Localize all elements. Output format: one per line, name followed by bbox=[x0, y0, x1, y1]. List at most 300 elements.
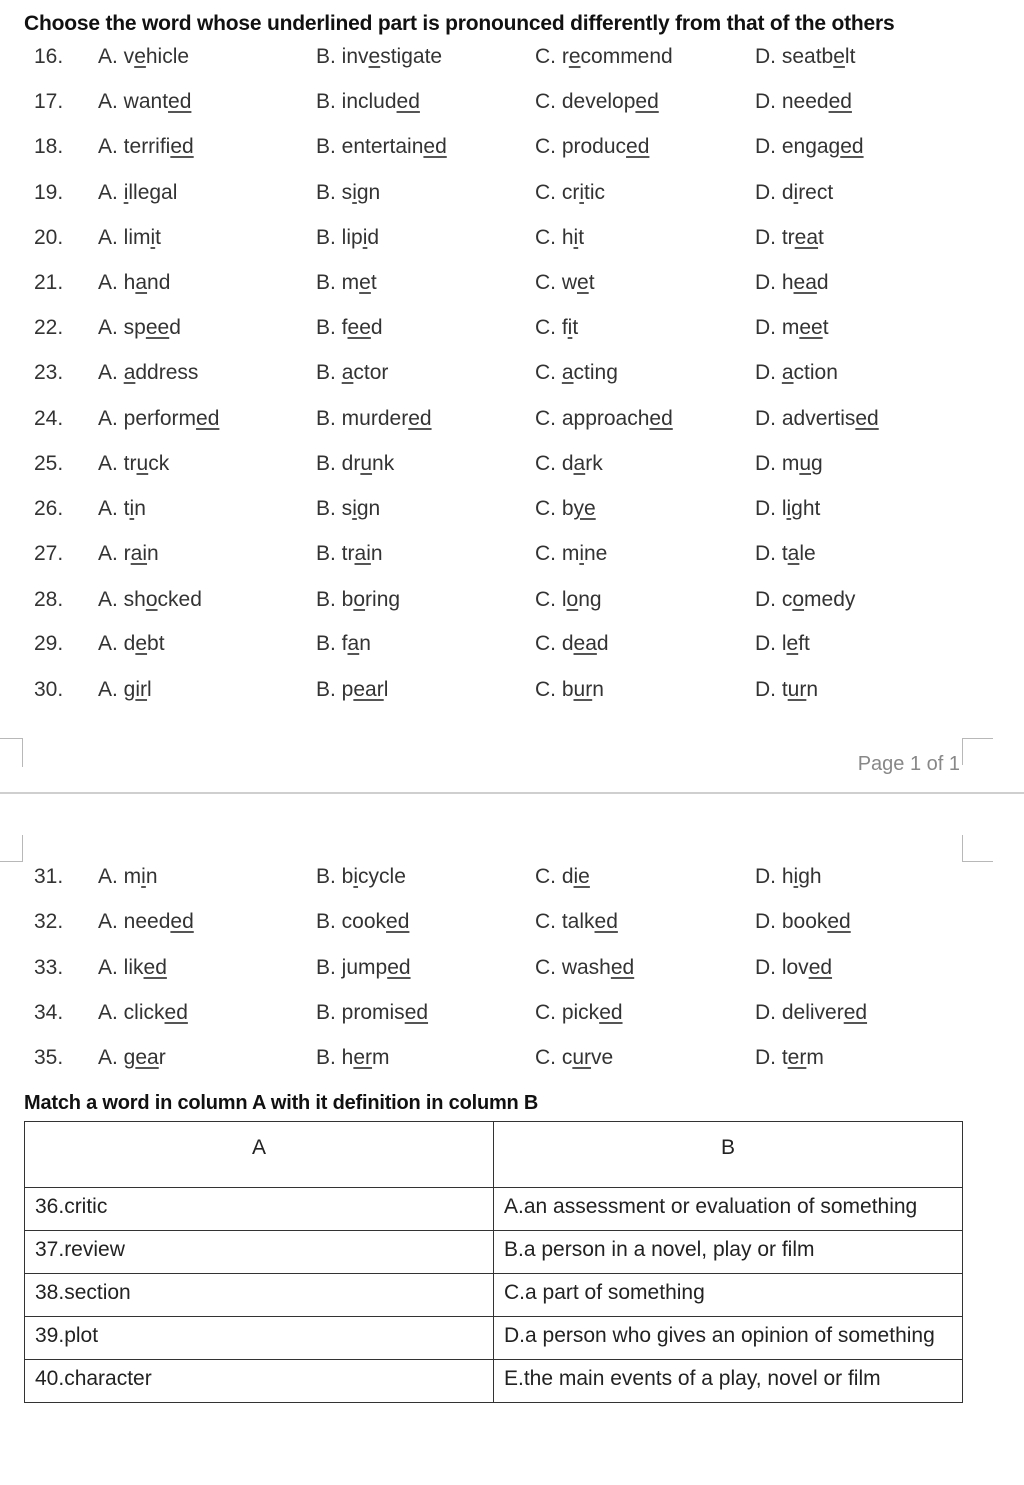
option-b bbox=[316, 497, 380, 521]
question-number: 19. bbox=[34, 181, 64, 204]
question-number: 29. bbox=[34, 632, 64, 655]
underlined-part: a bbox=[347, 632, 360, 655]
underlined-part: ed bbox=[594, 910, 618, 933]
option-text: n bbox=[359, 632, 371, 655]
underlined-part: e bbox=[135, 632, 148, 655]
page-corner-mark bbox=[962, 738, 993, 765]
underlined-part: ed bbox=[423, 135, 447, 158]
option-text: t bbox=[155, 226, 162, 249]
underlined-part: ed bbox=[649, 407, 673, 430]
question-row bbox=[0, 588, 1024, 618]
option-text: n bbox=[147, 542, 159, 565]
option-text: C. m bbox=[535, 542, 580, 565]
option-text: commend bbox=[580, 45, 673, 68]
underlined-part: a bbox=[573, 452, 586, 475]
option-d bbox=[755, 956, 832, 980]
option-text: C. l bbox=[535, 588, 567, 611]
option-text: bt bbox=[147, 632, 165, 655]
option-b bbox=[316, 542, 383, 566]
option-text: t bbox=[370, 271, 377, 294]
option-text: A. g bbox=[98, 678, 136, 701]
option-text: g bbox=[811, 452, 823, 475]
option-text: B. h bbox=[316, 1046, 354, 1069]
underlined-part: ed bbox=[599, 1001, 623, 1024]
question-number: 18. bbox=[34, 135, 64, 158]
question-number: 33. bbox=[34, 956, 64, 979]
option-text: C. talk bbox=[535, 910, 595, 933]
underlined-part: a bbox=[341, 361, 354, 384]
underlined-part: o bbox=[353, 588, 366, 611]
option-text: A. r bbox=[98, 542, 131, 565]
underlined-part: o bbox=[566, 588, 579, 611]
underlined-part: ed bbox=[170, 135, 194, 158]
option-text: D. tr bbox=[755, 226, 795, 249]
option-text: A. sh bbox=[98, 588, 146, 611]
option-text: A. perform bbox=[98, 407, 197, 430]
option-text: t bbox=[572, 316, 579, 339]
option-text: ne bbox=[584, 542, 608, 565]
underlined-part: ie bbox=[573, 865, 590, 888]
option-text: B. jump bbox=[316, 956, 388, 979]
option-b bbox=[316, 226, 379, 250]
option-text: medy bbox=[804, 588, 856, 611]
question-number: 16. bbox=[34, 45, 64, 68]
underlined-part: i bbox=[793, 181, 799, 204]
underlined-part: e bbox=[134, 45, 146, 68]
option-text: B. b bbox=[316, 588, 354, 611]
underlined-part: i bbox=[129, 497, 135, 520]
option-text: B. tr bbox=[316, 542, 355, 565]
word-cell: 37.review bbox=[25, 1231, 494, 1274]
definition-cell: E.the main events of a play, novel or film bbox=[494, 1360, 963, 1403]
option-b bbox=[316, 588, 400, 612]
option-text: D. t bbox=[755, 542, 788, 565]
option-text: D. l bbox=[755, 497, 787, 520]
option-a bbox=[98, 678, 152, 702]
underlined-part: i bbox=[352, 497, 357, 520]
option-d bbox=[755, 452, 823, 476]
option-c bbox=[535, 497, 596, 521]
heading-pronunciation: Choose the word whose underlined part is pronounced differently from that of the others bbox=[24, 12, 895, 35]
underlined-part: ir bbox=[135, 678, 148, 701]
option-text: B. inv bbox=[316, 45, 369, 68]
underlined-part: ur bbox=[787, 678, 807, 701]
underlined-part: a bbox=[135, 271, 148, 294]
word-cell: 40.character bbox=[25, 1360, 494, 1403]
option-b bbox=[316, 361, 388, 385]
question-row bbox=[0, 452, 1024, 482]
option-text: D. h bbox=[755, 271, 794, 294]
option-d bbox=[755, 407, 879, 431]
underlined-part: ed bbox=[170, 910, 194, 933]
option-text: t bbox=[818, 226, 824, 249]
question-row bbox=[0, 316, 1024, 346]
option-text: B. cook bbox=[316, 910, 387, 933]
definition-cell: A.an assessment or evaluation of something bbox=[494, 1188, 963, 1231]
question-number: 35. bbox=[34, 1046, 64, 1069]
underlined-part: e bbox=[786, 632, 799, 655]
option-text: A. bbox=[98, 181, 124, 204]
option-a bbox=[98, 361, 198, 385]
underlined-part: ed bbox=[840, 135, 864, 158]
option-b bbox=[316, 632, 371, 656]
option-text: le bbox=[799, 542, 816, 565]
option-text: D. l bbox=[755, 632, 787, 655]
question-row bbox=[0, 181, 1024, 211]
option-text: gn bbox=[356, 181, 381, 204]
question-row bbox=[0, 542, 1024, 572]
question-number: 17. bbox=[34, 90, 64, 113]
option-text: D. c bbox=[755, 588, 793, 611]
question-row bbox=[0, 497, 1024, 527]
option-text: C. r bbox=[535, 45, 569, 68]
option-text: A. sp bbox=[98, 316, 146, 339]
word-cell: 36.critic bbox=[25, 1188, 494, 1231]
underlined-part: i bbox=[150, 226, 156, 249]
matching-table bbox=[24, 1121, 963, 1403]
option-a bbox=[98, 45, 189, 69]
option-text: cycle bbox=[358, 865, 406, 888]
option-text: n bbox=[592, 678, 604, 701]
option-c bbox=[535, 90, 659, 114]
page-corner-mark bbox=[0, 738, 23, 767]
option-a bbox=[98, 542, 159, 566]
option-text: D. t bbox=[755, 678, 788, 701]
option-text: B. f bbox=[316, 316, 348, 339]
underlined-part: i bbox=[793, 865, 799, 888]
option-text: D. book bbox=[755, 910, 828, 933]
underlined-part: i bbox=[573, 226, 579, 249]
option-text: n bbox=[370, 542, 383, 565]
option-a bbox=[98, 588, 202, 612]
option-b bbox=[316, 45, 442, 69]
option-d bbox=[755, 226, 824, 250]
option-a bbox=[98, 181, 177, 205]
underlined-part: ed bbox=[168, 90, 192, 113]
option-text: ck bbox=[148, 452, 170, 475]
underlined-part: e bbox=[368, 45, 381, 68]
option-text: B. s bbox=[316, 497, 353, 520]
option-d bbox=[755, 865, 822, 889]
option-text: A. terrifi bbox=[98, 135, 171, 158]
option-text: ddress bbox=[135, 361, 199, 384]
option-text: A. need bbox=[98, 910, 171, 933]
heading-matching: Match a word in column A with it definition in column B bbox=[24, 1092, 539, 1114]
option-c bbox=[535, 1001, 623, 1025]
underlined-part: o bbox=[792, 588, 805, 611]
underlined-part: o bbox=[145, 588, 158, 611]
option-text: A. lim bbox=[98, 226, 151, 249]
option-text: stigate bbox=[380, 45, 443, 68]
question-number: 26. bbox=[34, 497, 64, 520]
option-text: ve bbox=[591, 1046, 614, 1069]
option-text: D. need bbox=[755, 90, 829, 113]
table-row bbox=[25, 1360, 963, 1403]
underlined-part: a bbox=[781, 361, 794, 384]
option-b bbox=[316, 865, 406, 889]
option-text: B. dr bbox=[316, 452, 361, 475]
option-text: D. advertis bbox=[755, 407, 856, 430]
underlined-part: u bbox=[799, 452, 812, 475]
option-c bbox=[535, 632, 609, 656]
option-text: t bbox=[588, 271, 595, 294]
option-text: A. d bbox=[98, 632, 136, 655]
underlined-part: ed bbox=[196, 407, 220, 430]
underlined-part: ed bbox=[387, 956, 411, 979]
option-text: C. f bbox=[535, 316, 568, 339]
question-row bbox=[0, 1046, 1024, 1076]
option-text: D. h bbox=[755, 865, 794, 888]
word-cell: 38.section bbox=[25, 1274, 494, 1317]
option-d bbox=[755, 181, 833, 205]
underlined-part: ed bbox=[808, 956, 833, 979]
option-text: C. w bbox=[535, 271, 577, 294]
column-a-header: A bbox=[25, 1122, 494, 1188]
option-text: A. g bbox=[98, 1046, 136, 1069]
option-c bbox=[535, 407, 673, 431]
option-a bbox=[98, 1001, 188, 1025]
option-text: A. t bbox=[98, 497, 130, 520]
underlined-part: ear bbox=[353, 678, 384, 701]
question-row bbox=[0, 226, 1024, 256]
underlined-part: ed bbox=[396, 90, 420, 113]
option-text: A. v bbox=[98, 45, 135, 68]
question-number: 30. bbox=[34, 678, 64, 701]
option-text: A. bbox=[98, 361, 124, 384]
underlined-part: ed bbox=[828, 90, 852, 113]
word-cell: 39.plot bbox=[25, 1317, 494, 1360]
question-row bbox=[0, 865, 1024, 895]
option-a bbox=[98, 956, 167, 980]
option-text: D. m bbox=[755, 316, 800, 339]
option-text: C. h bbox=[535, 226, 574, 249]
page-divider bbox=[0, 792, 1024, 794]
option-text: l bbox=[147, 678, 152, 701]
option-text: C. pick bbox=[535, 1001, 600, 1024]
table-header-row bbox=[25, 1122, 963, 1188]
underlined-part: er bbox=[353, 1046, 373, 1069]
option-text: d bbox=[596, 632, 609, 655]
underlined-part: ea bbox=[135, 1046, 159, 1069]
option-text: tic bbox=[584, 181, 605, 204]
underlined-part: i bbox=[352, 181, 357, 204]
option-text: ctor bbox=[353, 361, 389, 384]
underlined-part: ea bbox=[793, 271, 817, 294]
option-text: C. produc bbox=[535, 135, 627, 158]
question-number: 21. bbox=[34, 271, 64, 294]
option-b bbox=[316, 181, 380, 205]
option-text: B. bbox=[316, 361, 342, 384]
option-d bbox=[755, 316, 829, 340]
option-d bbox=[755, 497, 820, 521]
question-number: 32. bbox=[34, 910, 64, 933]
option-a bbox=[98, 1046, 166, 1070]
option-d bbox=[755, 1046, 824, 1070]
option-c bbox=[535, 452, 603, 476]
option-text: d bbox=[367, 226, 380, 249]
table-row bbox=[25, 1188, 963, 1231]
option-text: ft bbox=[798, 632, 810, 655]
underlined-part: i bbox=[579, 542, 584, 565]
question-number: 25. bbox=[34, 452, 64, 475]
option-text: C. approach bbox=[535, 407, 650, 430]
option-d bbox=[755, 588, 855, 612]
question-row bbox=[0, 632, 1024, 662]
option-a bbox=[98, 452, 169, 476]
underlined-part: ee bbox=[145, 316, 170, 339]
underlined-part: i bbox=[141, 865, 146, 888]
option-text: C. b bbox=[535, 497, 574, 520]
underlined-part: e bbox=[833, 45, 845, 68]
option-text: D. d bbox=[755, 181, 794, 204]
option-b bbox=[316, 1001, 428, 1025]
option-text: D. m bbox=[755, 452, 800, 475]
underlined-part: i bbox=[353, 865, 359, 888]
option-text: d bbox=[816, 271, 829, 294]
option-text: n bbox=[145, 865, 158, 888]
option-text: rk bbox=[585, 452, 603, 475]
column-b-header: B bbox=[494, 1122, 963, 1188]
option-a bbox=[98, 90, 191, 114]
option-text: cting bbox=[573, 361, 618, 384]
option-a bbox=[98, 910, 194, 934]
option-text: B. m bbox=[316, 271, 360, 294]
table-row bbox=[25, 1317, 963, 1360]
option-b bbox=[316, 452, 394, 476]
option-text: C. wash bbox=[535, 956, 611, 979]
option-text: B. b bbox=[316, 865, 354, 888]
question-number: 28. bbox=[34, 588, 64, 611]
underlined-part: ed bbox=[635, 90, 659, 113]
option-c bbox=[535, 271, 595, 295]
option-text: C. cr bbox=[535, 181, 580, 204]
question-row bbox=[0, 45, 1024, 75]
option-text: C. bbox=[535, 361, 562, 384]
underlined-part: ai bbox=[354, 542, 371, 565]
option-text: ng bbox=[578, 588, 602, 611]
option-text: n bbox=[134, 497, 146, 520]
question-row bbox=[0, 135, 1024, 165]
definition-cell: C.a part of something bbox=[494, 1274, 963, 1317]
underlined-part: i bbox=[786, 497, 792, 520]
underlined-part: i bbox=[579, 181, 584, 204]
option-text: B. entertain bbox=[316, 135, 424, 158]
underlined-part: i bbox=[567, 316, 573, 339]
option-d bbox=[755, 910, 851, 934]
underlined-part: ur bbox=[572, 1046, 592, 1069]
option-a bbox=[98, 497, 146, 521]
option-a bbox=[98, 632, 165, 656]
option-text: D. seatb bbox=[755, 45, 834, 68]
option-c bbox=[535, 865, 590, 889]
underlined-part: ea bbox=[794, 226, 819, 249]
option-b bbox=[316, 90, 420, 114]
option-c bbox=[535, 588, 602, 612]
question-row bbox=[0, 910, 1024, 940]
option-text: A. want bbox=[98, 90, 169, 113]
option-a bbox=[98, 135, 194, 159]
option-a bbox=[98, 226, 161, 250]
option-text: B. lip bbox=[316, 226, 363, 249]
option-text: ction bbox=[793, 361, 838, 384]
page-corner-mark bbox=[0, 835, 23, 862]
underlined-part: ed bbox=[386, 910, 410, 933]
table-row bbox=[25, 1274, 963, 1317]
option-text: D. deliver bbox=[755, 1001, 844, 1024]
underlined-part: ai bbox=[130, 542, 148, 565]
option-text: nk bbox=[372, 452, 395, 475]
option-text: A. h bbox=[98, 271, 136, 294]
option-text: d bbox=[370, 316, 383, 339]
option-b bbox=[316, 316, 383, 340]
option-c bbox=[535, 45, 673, 69]
option-text: A. lik bbox=[98, 956, 144, 979]
option-text: B. murder bbox=[316, 407, 409, 430]
option-d bbox=[755, 135, 864, 159]
question-row bbox=[0, 361, 1024, 391]
underlined-part: ed bbox=[855, 407, 879, 430]
underlined-part: ed bbox=[843, 1001, 868, 1024]
underlined-part: ed bbox=[827, 910, 851, 933]
option-text: D. t bbox=[755, 1046, 788, 1069]
underlined-part: e bbox=[359, 271, 371, 294]
option-text: B. includ bbox=[316, 90, 397, 113]
underlined-part: ed bbox=[408, 407, 432, 430]
underlined-part: ed bbox=[404, 1001, 429, 1024]
option-b bbox=[316, 271, 377, 295]
option-text: B. s bbox=[316, 181, 353, 204]
option-a bbox=[98, 865, 158, 889]
option-text: gh bbox=[798, 865, 822, 888]
option-text: A. click bbox=[98, 1001, 165, 1024]
option-b bbox=[316, 135, 447, 159]
option-text: t bbox=[578, 226, 585, 249]
option-text: B. promis bbox=[316, 1001, 405, 1024]
option-text: A. m bbox=[98, 865, 142, 888]
option-d bbox=[755, 361, 838, 385]
option-a bbox=[98, 316, 181, 340]
option-text: ring bbox=[365, 588, 401, 611]
option-d bbox=[755, 271, 829, 295]
option-text: B. f bbox=[316, 632, 348, 655]
option-a bbox=[98, 407, 219, 431]
option-c bbox=[535, 956, 634, 980]
option-text: t bbox=[822, 316, 829, 339]
option-text: l bbox=[383, 678, 389, 701]
option-d bbox=[755, 632, 810, 656]
question-row bbox=[0, 678, 1024, 708]
option-d bbox=[755, 542, 816, 566]
option-d bbox=[755, 678, 818, 702]
underlined-part: e bbox=[577, 271, 589, 294]
option-text: hicle bbox=[145, 45, 190, 68]
underlined-part: i bbox=[123, 181, 129, 204]
option-text: D. lov bbox=[755, 956, 809, 979]
definition-cell: D.a person who gives an opinion of something bbox=[494, 1317, 963, 1360]
option-b bbox=[316, 407, 432, 431]
underlined-part: ee bbox=[347, 316, 371, 339]
question-number: 23. bbox=[34, 361, 64, 384]
underlined-part: ur bbox=[573, 678, 593, 701]
option-c bbox=[535, 361, 618, 385]
question-number: 20. bbox=[34, 226, 64, 249]
option-text: llegal bbox=[128, 181, 178, 204]
option-c bbox=[535, 910, 618, 934]
underlined-part: ye bbox=[573, 497, 596, 520]
option-d bbox=[755, 1001, 867, 1025]
underlined-part: u bbox=[360, 452, 373, 475]
option-text: D. bbox=[755, 361, 782, 384]
